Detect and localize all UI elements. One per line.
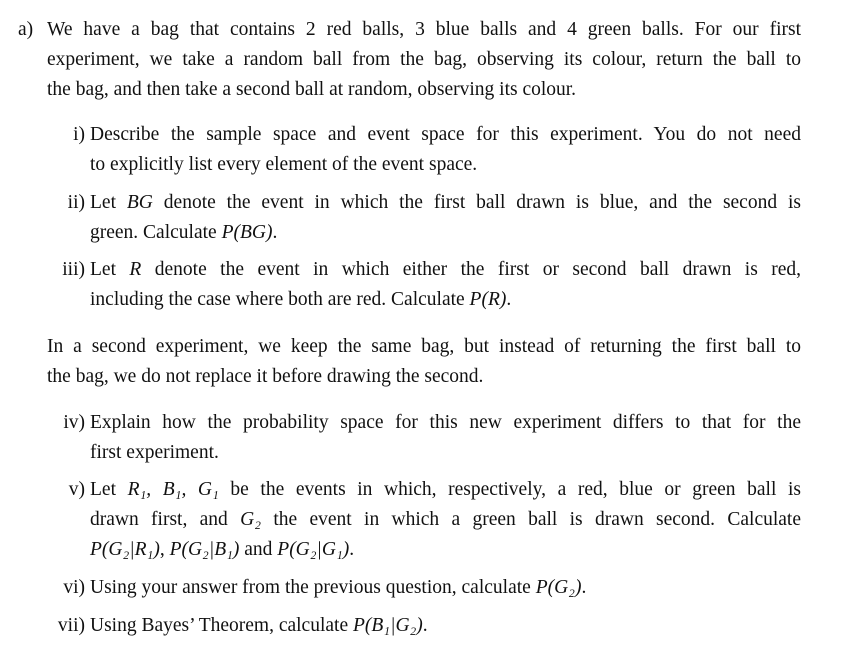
text-segment: Let — [90, 479, 128, 500]
math-expression: R — [129, 259, 142, 280]
math-expression: P(G₂|B₁) — [169, 539, 240, 560]
item-i-line — [90, 150, 801, 180]
text-segment: . — [349, 539, 355, 560]
item-label-i: i) — [73, 124, 85, 145]
text-segment: first experiment. — [90, 442, 219, 463]
item-ii-line — [90, 188, 801, 218]
text-segment: the event in which a green ball is drawn second. Calculate — [261, 509, 801, 530]
item-iii-line — [90, 285, 801, 315]
text-segment: the bag, we do not replace it before drawing the second. — [47, 366, 484, 387]
text-segment: Let — [90, 259, 130, 280]
item-label-ii: ii) — [67, 192, 85, 213]
item-iii-line — [90, 255, 801, 285]
item-vi-line — [90, 573, 801, 603]
item-vii-line — [90, 611, 801, 641]
text-segment: and — [239, 539, 278, 560]
text-segment: . — [581, 577, 587, 598]
item-label-iii: iii) — [62, 259, 85, 280]
math-expression: P(G₂) — [535, 577, 582, 598]
intro-paragraph-line — [47, 15, 801, 45]
math-expression: P(BG) — [221, 222, 273, 243]
text-segment: , — [159, 539, 170, 560]
item-ii-line — [90, 218, 801, 248]
text-segment: drawn first, and — [90, 509, 241, 530]
math-expression: BG — [126, 192, 153, 213]
text-segment: . — [506, 289, 512, 310]
text-segment: Explain how the probability space for this new experiment differs to that for the — [90, 412, 801, 433]
item-label-vii: vii) — [57, 615, 85, 636]
math-expression: G₂ — [240, 509, 262, 530]
text-segment: green. Calculate — [90, 222, 222, 243]
second-paragraph-line — [47, 362, 801, 392]
text-segment: Let — [90, 192, 127, 213]
item-v-line — [90, 475, 801, 505]
item-iv-line — [90, 438, 801, 468]
item-i-line — [90, 120, 801, 150]
text-segment: Using Bayes’ Theorem, calculate — [90, 615, 353, 636]
item-v-line — [90, 505, 801, 535]
item-v-line — [90, 535, 801, 565]
intro-paragraph-line — [47, 45, 801, 75]
item-label-iv: iv) — [63, 412, 85, 433]
text-segment: experiment, we take a random ball from the bag, observing its colour, return the ball to — [47, 49, 801, 70]
math-expression: P(R) — [469, 289, 507, 310]
math-expression: R₁, B₁, G₁ — [127, 479, 219, 500]
text-segment: the bag, and then take a second ball at random, observing its colour. — [47, 79, 577, 100]
part-label: a) — [18, 19, 34, 40]
item-label-v: v) — [68, 479, 85, 500]
text-segment: to explicitly list every element of the event space. — [90, 154, 478, 175]
item-label-vi: vi) — [63, 577, 85, 598]
math-expression: P(G₂|G₁) — [277, 539, 350, 560]
item-iv-line — [90, 408, 801, 438]
text-segment: . — [422, 615, 428, 636]
text-segment: including the case where both are red. Calculate — [90, 289, 470, 310]
text-segment: denote the event in which the first ball drawn is blue, and the second is — [152, 192, 801, 213]
text-segment: We have a bag that contains 2 red balls, 3 blue balls and 4 green balls. For our first — [47, 19, 801, 40]
text-segment: In a second experiment, we keep the same bag, but instead of returning the first ball to — [47, 336, 801, 357]
second-paragraph-line — [47, 332, 801, 362]
math-expression: P(B₁|G₂) — [352, 615, 423, 636]
intro-paragraph-line — [47, 75, 801, 105]
text-segment: Describe the sample space and event space for this experiment. You do not need — [90, 124, 801, 145]
text-segment: . — [272, 222, 278, 243]
text-segment: Using your answer from the previous question, calculate — [90, 577, 536, 598]
math-expression: P(G₂|R₁) — [90, 539, 160, 560]
text-segment: denote the event in which either the first or second ball drawn is red, — [141, 259, 801, 280]
text-segment: be the events in which, respectively, a red, blue or green ball is — [218, 479, 801, 500]
